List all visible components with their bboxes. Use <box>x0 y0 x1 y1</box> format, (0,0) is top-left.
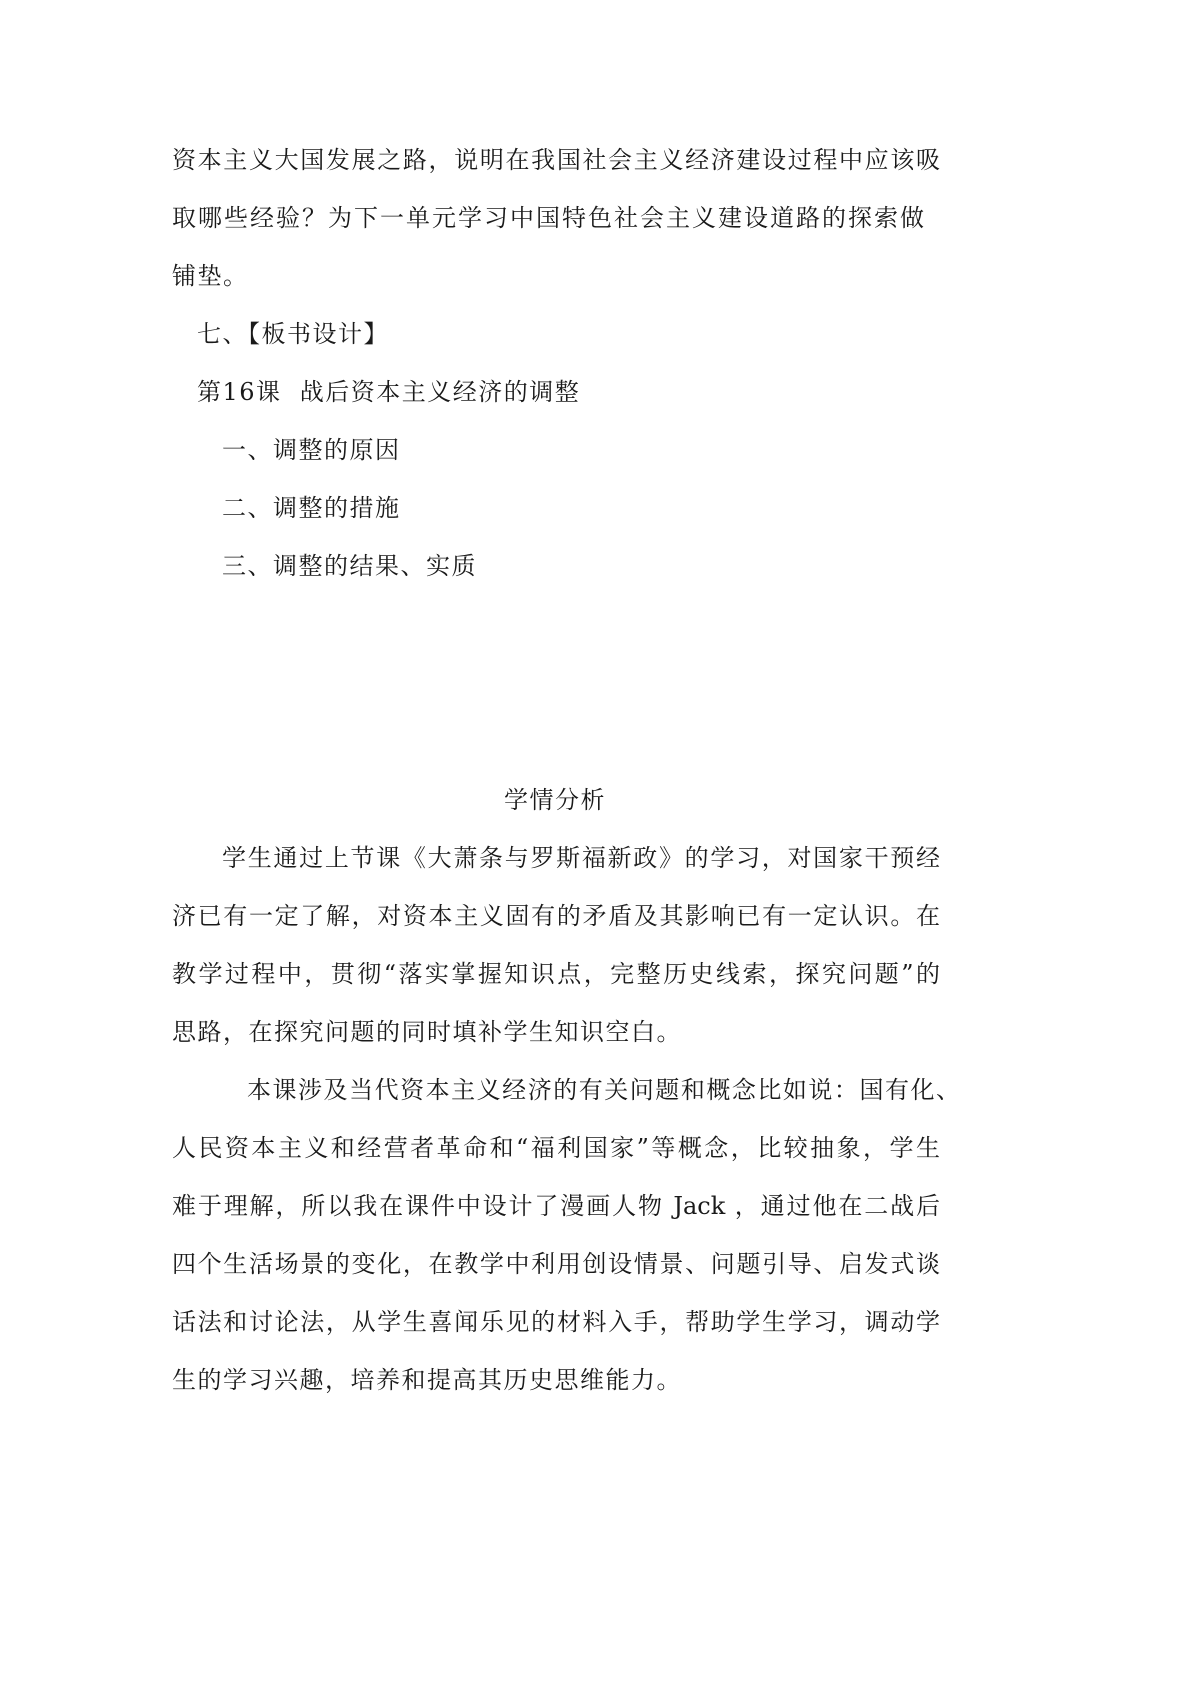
lesson-title: 第16课 战后资本主义经济的调整 <box>197 378 581 406</box>
intro-line: 取哪些经验？为下一单元学习中国特色社会主义建设道路的探索做 <box>172 204 924 232</box>
paragraph-line: 人民资本主义和经营者革命和“福利国家”等概念，比较抽象，学生 <box>172 1134 940 1162</box>
intro-line: 资本主义大国发展之路，说明在我国社会主义经济建设过程中应该吸 <box>172 146 940 174</box>
paragraph-line: 思路，在探究问题的同时填补学生知识空白。 <box>172 1018 682 1046</box>
paragraph-line: 难于理解，所以我在课件中设计了漫画人物 Jack ，通过他在二战后 <box>172 1192 940 1220</box>
paragraph-line: 话法和讨论法，从学生喜闻乐见的材料入手，帮助学生学习，调动学 <box>172 1308 940 1336</box>
outline-item: 三、调整的结果、实质 <box>222 552 477 580</box>
paragraph-line: 生的学习兴趣，培养和提高其历史思维能力。 <box>172 1366 682 1394</box>
paragraph-line: 学生通过上节课《大萧条与罗斯福新政》的学习，对国家干预经 <box>222 844 940 872</box>
paragraph-line: 四个生活场景的变化，在教学中利用创设情景、问题引导、启发式谈 <box>172 1250 940 1278</box>
outline-item: 一、调整的原因 <box>222 436 401 464</box>
intro-line: 铺垫。 <box>172 262 249 290</box>
analysis-title: 学情分析 <box>504 786 606 814</box>
outline-item: 二、调整的措施 <box>222 494 401 522</box>
board-design-heading: 七、【板书设计】 <box>197 320 389 348</box>
paragraph-line: 济已有一定了解，对资本主义固有的矛盾及其影响已有一定认识。在 <box>172 902 940 930</box>
paragraph-line: 教学过程中，贯彻“落实掌握知识点，完整历史线索，探究问题”的 <box>172 960 940 988</box>
paragraph-line: 本课涉及当代资本主义经济的有关问题和概念比如说：国有化、 <box>247 1076 960 1104</box>
